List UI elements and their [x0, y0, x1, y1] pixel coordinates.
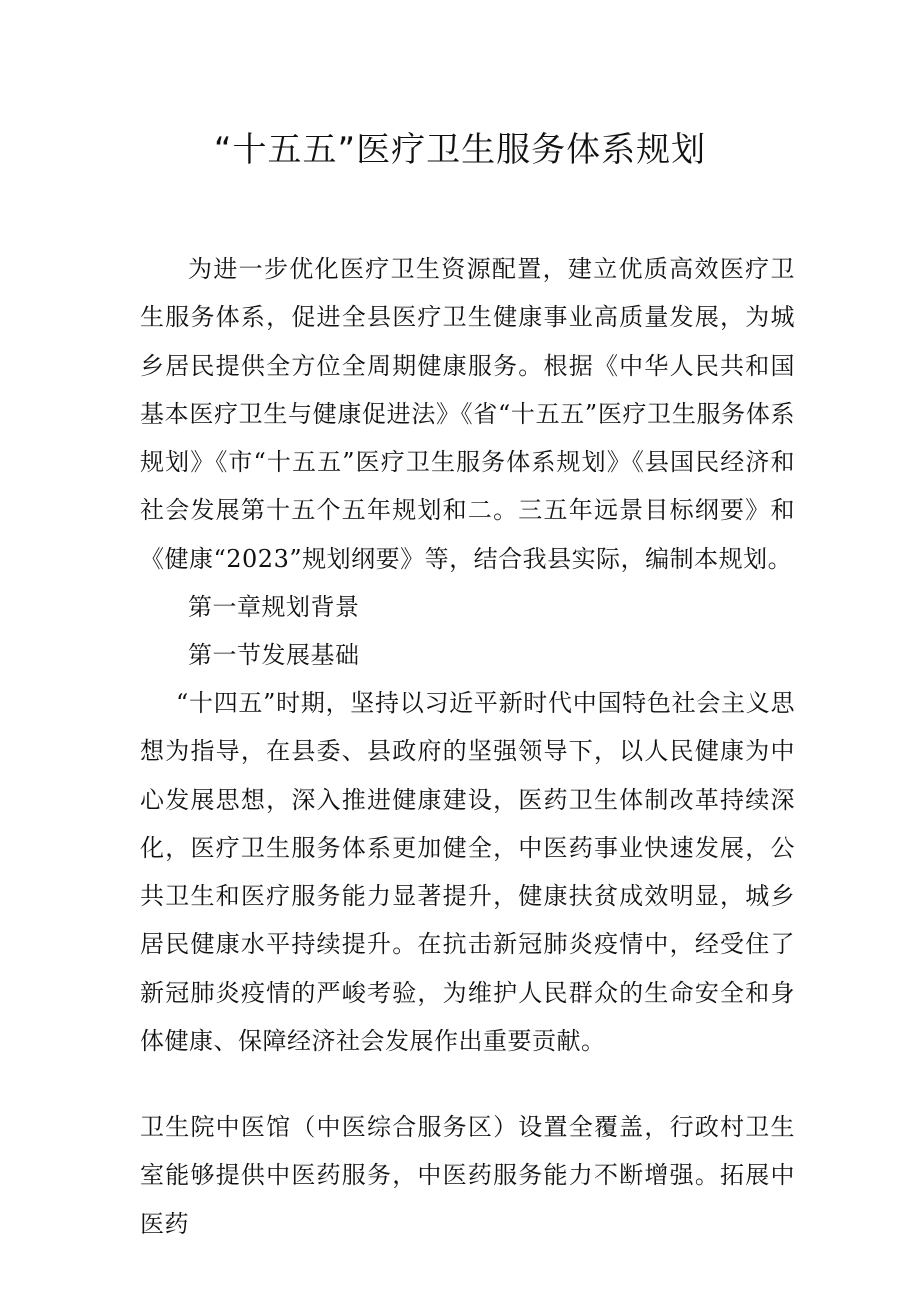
document-title: “十五五”医疗卫生服务体系规划	[213, 130, 707, 170]
chapter-heading: 第一章规划背景	[188, 593, 360, 621]
section-heading: 第一节发展基础	[188, 641, 360, 669]
intro-paragraph: 为进一步优化医疗卫生资源配置，建立优质高效医疗卫生服务体系，促进全县医疗卫生健康事业高质量发展，为城乡居民提供全方位全周期健康服务。根据《中华人民共和国基本医疗卫生与健康促进法》《省“十五五”医疗卫生服务体系规划》《市“十五五”医疗卫生服务体系规划》《县国民经济和社会发展第十五个五年规划和二。三五年远景目标纲要》和《健康“2023”规划纲要》等，结合我县实际，编制本规划。	[140, 255, 795, 573]
basis-paragraph: “十四五”时期，坚持以习近平新时代中国特色社会主义思想为指导，在县委、县政府的坚强领导下，以人民健康为中心发展思想，深入推进健康建设，医药卫生体制改革持续深化，医疗卫生服务体系更加健全，中医药事业快速发展，公共卫生和医疗服务能力显著提升，健康扶贫成效明显，城乡居民健康水平持续提升。在抗击新冠肺炎疫情中，经受住了新冠肺炎疫情的严峻考验，为维护人民群众的生命安全和身体健康、保障经济社会发展作出重要贡献。	[140, 689, 795, 1056]
tcm-paragraph: 卫生院中医馆（中医综合服务区）设置全覆盖，行政村卫生室能够提供中医药服务，中医药服务能力不断增强。拓展中医药	[140, 1113, 795, 1238]
